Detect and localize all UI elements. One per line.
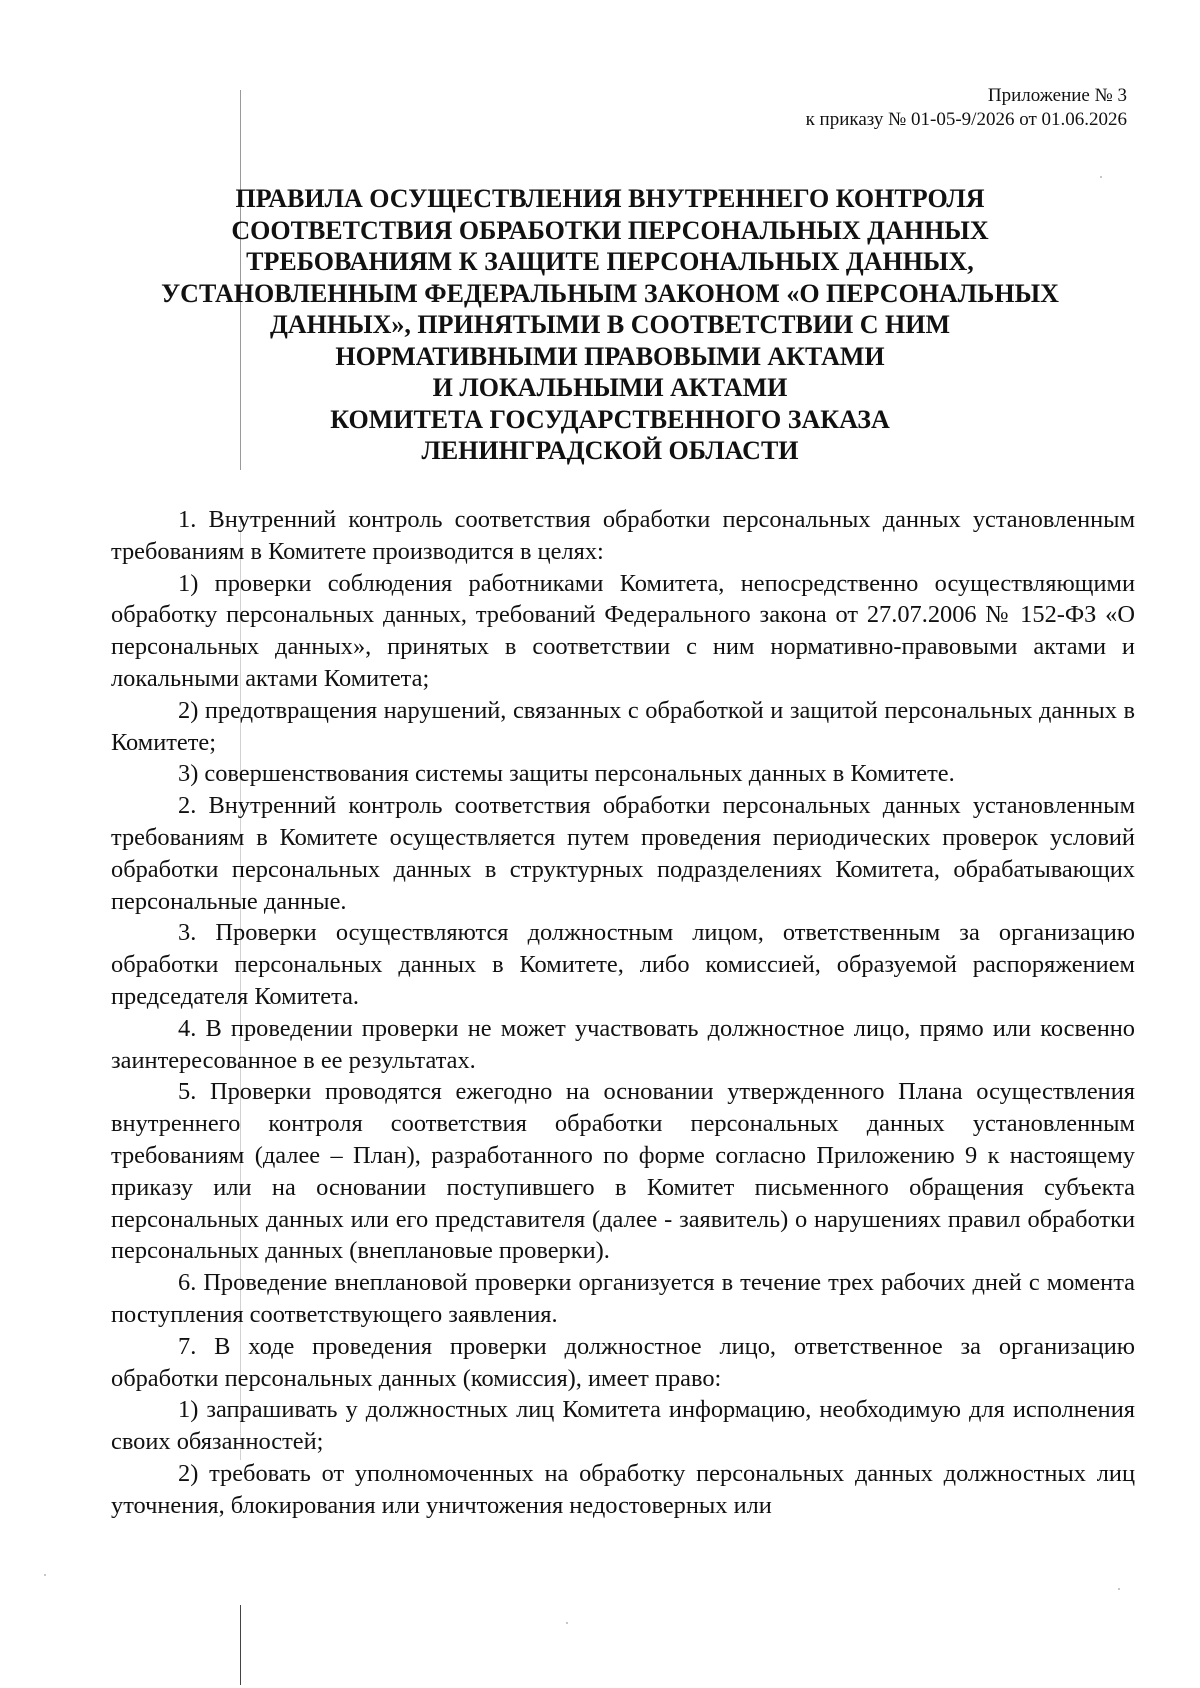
- title-line: КОМИТЕТА ГОСУДАРСТВЕННОГО ЗАКАЗА: [330, 404, 890, 434]
- paragraph-7: 7. В ходе проведения проверки должностное лицо, ответственное за организацию обработки персональных данных (комиссия), имеет право:: [111, 1332, 1135, 1392]
- title-line: ДАННЫХ», ПРИНЯТЫМИ В СООТВЕТСТВИИ С НИМ: [270, 310, 950, 339]
- title-line: НОРМАТИВНЫМИ ПРАВОВЫМИ АКТАМИ: [335, 341, 885, 371]
- order-reference: к приказу № 01-05-9/2026 от 01.06.2026: [805, 109, 1127, 130]
- paragraph-6: 6. Проведение внеплановой проверки организуется в течение трех рабочих дней с момента поступления соответствующего заявления.: [111, 1269, 1135, 1328]
- paragraph-2: 2. Внутренний контроль соответствия обработки персональных данных установленным требованиям в Комитете осуществляется путем проведения периодических проверок условий обработки персональных данных в структурных подразделениях Комитета, обрабатывающих персональные данные.: [111, 792, 1135, 915]
- paragraph-1-item-2: 2) предотвращения нарушений, связанных с обработкой и защитой персональных данных в Комитете;: [111, 696, 1135, 756]
- document-body: [111, 504, 1135, 1522]
- paragraph-1-item-3: 3) совершенствования системы защиты персональных данных в Комитете.: [178, 760, 955, 788]
- title-line: И ЛОКАЛЬНЫМИ АКТАМИ: [432, 373, 788, 402]
- title-line: УСТАНОВЛЕННЫМ ФЕДЕРАЛЬНЫМ ЗАКОНОМ «О ПЕРСОНАЛЬНЫХ: [161, 278, 1059, 308]
- annex-reference: [806, 84, 1127, 132]
- paragraph-4: 4. В проведении проверки не может участвовать должностное лицо, прямо или косвенно заинтересованное в ее результатах.: [111, 1014, 1135, 1074]
- annex-number: Приложение № 3: [987, 85, 1127, 106]
- paragraph-3: 3. Проверки осуществляются должностным лицом, ответственным за организацию обработки персональных данных в Комитете, либо комиссией, образуемой распоряжением председателя Комитета.: [111, 919, 1135, 1010]
- title-line: ЛЕНИНГРАДСКОЙ ОБЛАСТИ: [421, 436, 799, 465]
- title-line: СООТВЕТСТВИЯ ОБРАБОТКИ ПЕРСОНАЛЬНЫХ ДАННЫХ: [231, 215, 989, 245]
- scan-artifact-line: [240, 1605, 241, 1685]
- title-line: ТРЕБОВАНИЯМ К ЗАЩИТЕ ПЕРСОНАЛЬНЫХ ДАННЫХ,: [246, 247, 974, 276]
- title-line: ПРАВИЛА ОСУЩЕСТВЛЕНИЯ ВНУТРЕННЕГО КОНТРОЛЯ: [235, 184, 985, 213]
- paragraph-7-item-1: 1) запрашивать у должностных лиц Комитета информацию, необходимую для исполнения своих обязанностей;: [111, 1396, 1135, 1456]
- paragraph-1-item-1: 1) проверки соблюдения работниками Комитета, непосредственно осуществляющими обработку персональных данных, требований Федерального закона от 27.07.2006 № 152-ФЗ «О персональных данных», принятых в соответствии с ним нормативно-правовыми актами и локальными актами Комитета;: [111, 569, 1135, 692]
- paragraph-1: 1. Внутренний контроль соответствия обработки персональных данных установленным требованиям в Комитете производится в целях:: [111, 506, 1135, 565]
- paragraph-5: 5. Проверки проводятся ежегодно на основании утвержденного Плана осуществления внутреннего контроля соответствия обработки персональных данных установленным требованиям (далее – План), разработанного по форме согласно Приложению 9 к настоящему приказу или на основании поступившего в Комитет письменного обращения субъекта персональных данных или его представителя (далее - заявитель) о нарушениях правил обработки персональных данных (внеплановые проверки).: [111, 1078, 1135, 1265]
- document-title: [110, 183, 1110, 467]
- paragraph-7-item-2: 2) требовать от уполномоченных на обработку персональных данных должностных лиц уточнения, блокирования или уничтожения недостоверных или: [111, 1459, 1135, 1519]
